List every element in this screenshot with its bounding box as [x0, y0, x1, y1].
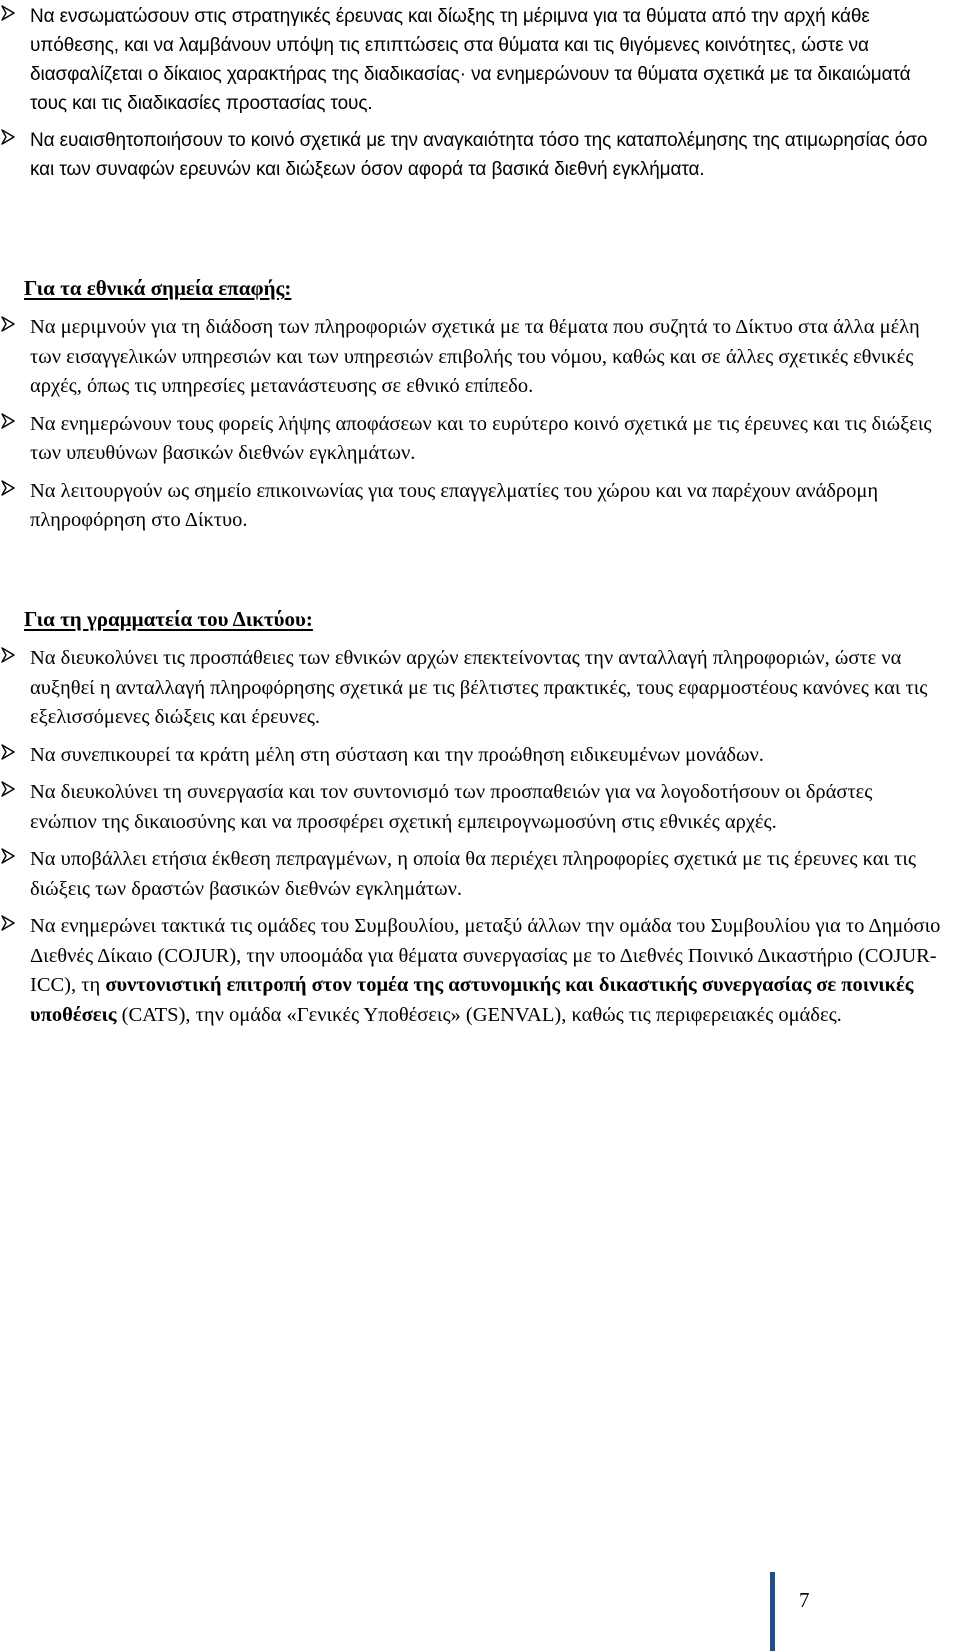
- list-item-text: Να ενημερώνουν τους φορείς λήψης αποφάσεων και το ευρύτερο κοινό σχετικά με τις έρευνες και τις διώξεις των υπευθύνων βασικών διεθνών εγκλημάτων.: [30, 412, 932, 464]
- list-item: [0, 912, 942, 1030]
- arrowhead-bullet-icon: [0, 913, 16, 933]
- national-contact-points-list: [0, 313, 960, 544]
- page-number: 7: [799, 1588, 810, 1612]
- list-item: [0, 778, 942, 837]
- list-item-text: [30, 912, 942, 1030]
- section-heading-national-contact-points: Για τα εθνικά σημεία επαφής:: [24, 276, 292, 300]
- list-item-text-part: Να ενημερώνει τακτικά τις ομάδες του Συμβουλίου, μεταξύ άλλων την ομάδα του Συμβουλίου για το Δημόσιο Διεθνές Δίκαιο (COJUR), την υποομάδα για θέματα συνεργασίας με το Διεθνές Ποινικό Δικαστήριο (COJUR-ICC), τη: [30, 915, 941, 996]
- arrowhead-bullet-icon: [0, 742, 16, 762]
- list-item: [0, 2, 942, 118]
- list-item: [0, 410, 942, 469]
- list-item: [0, 477, 942, 536]
- list-item-text: Να λειτουργούν ως σημείο επικοινωνίας για τους επαγγελματίες του χώρου και να παρέχουν ανάδρομη πληροφόρηση στο Δίκτυο.: [30, 479, 879, 531]
- page-number-box: [770, 1572, 835, 1651]
- list-item: [0, 845, 942, 904]
- list-item: [0, 126, 942, 184]
- list-item: [0, 313, 942, 402]
- top-bullet-list: [0, 2, 960, 192]
- list-item-text: Να ενσωματώσουν στις στρατηγικές έρευνας και δίωξης τη μέριμνα για τα θύματα από την αρχή κάθε υπόθεσης, και να λαμβάνουν υπόψη τις επιπτώσεις στα θύματα και τις θιγόμενες κοινότητες, ώστε να διασφαλίζεται ο δίκαιος χαρακτήρας της διαδικασίας· να ενημερώνουν τα θύματα σχετικά με τα δικαιώματά τους και τις διαδικασίες προστασίας τους.: [30, 6, 911, 114]
- list-item-text: Να ευαισθητοποιήσουν το κοινό σχετικά με την αναγκαιότητα τόσο της καταπολέμησης της ατιμωρησίας όσο και των συναφών ερευνών και διώξεων όσον αφορά τα βασικά διεθνή εγκλήματα.: [30, 130, 928, 180]
- network-secretariat-list: [0, 644, 960, 1038]
- list-item: [0, 644, 942, 733]
- arrowhead-bullet-icon: [0, 779, 16, 799]
- arrowhead-bullet-icon: [0, 3, 16, 23]
- arrowhead-bullet-icon: [0, 411, 16, 431]
- arrowhead-bullet-icon: [0, 645, 16, 665]
- arrowhead-bullet-icon: [0, 478, 16, 498]
- list-item: [0, 741, 942, 771]
- section-heading-network-secretariat: Για τη γραμματεία του Δικτύου:: [24, 607, 313, 631]
- list-item-text: Να μεριμνούν για τη διάδοση των πληροφοριών σχετικά με τα θέματα που συζητά το Δίκτυο στα άλλα μέλη των εισαγγελικών υπηρεσιών και των υπηρεσιών επιβολής του νόμου, καθώς και σε άλλες σχετικές εθνικές αρχές, όπως τις υπηρεσίες μετανάστευσης σε εθνικό επίπεδο.: [30, 316, 920, 397]
- list-item-text: Να συνεπικουρεί τα κράτη μέλη στη σύσταση και την προώθηση ειδικευμένων μονάδων.: [30, 743, 764, 766]
- arrowhead-bullet-icon: [0, 314, 16, 334]
- arrowhead-bullet-icon: [0, 127, 16, 147]
- list-item-bold-text: συντονιστική επιτροπή στον τομέα της αστυνομικής και δικαστικής συνεργασίας σε ποινικές υποθέσεις: [30, 974, 914, 1026]
- arrowhead-bullet-icon: [0, 846, 16, 866]
- list-item-text-part: (CATS), την ομάδα «Γενικές Υποθέσεις» (GENVAL), καθώς τις περιφερειακές ομάδες.: [116, 1003, 842, 1026]
- list-item-text: Να διευκολύνει τις προσπάθειες των εθνικών αρχών επεκτείνοντας την ανταλλαγή πληροφοριών, ώστε να αυξηθεί η ανταλλαγή πληροφόρησης σχετικά με τις βέλτιστες πρακτικές, τους εφαρμοστέους κανόνες και τις εξελισσόμενες διώξεις και έρευνες.: [30, 647, 928, 728]
- list-item-text: Να υποβάλλει ετήσια έκθεση πεπραγμένων, η οποία θα περιέχει πληροφορίες σχετικά με τις έρευνες και τις διώξεις των δραστών βασικών διεθνών εγκλημάτων.: [30, 848, 916, 900]
- list-item-text: Να διευκολύνει τη συνεργασία και τον συντονισμό των προσπαθειών για να λογοδοτήσουν οι δράστες ενώπιον της δικαιοσύνης και να προσφέρει σχετική εμπειρογνωμοσύνη στις εθνικές αρχές.: [30, 781, 873, 833]
